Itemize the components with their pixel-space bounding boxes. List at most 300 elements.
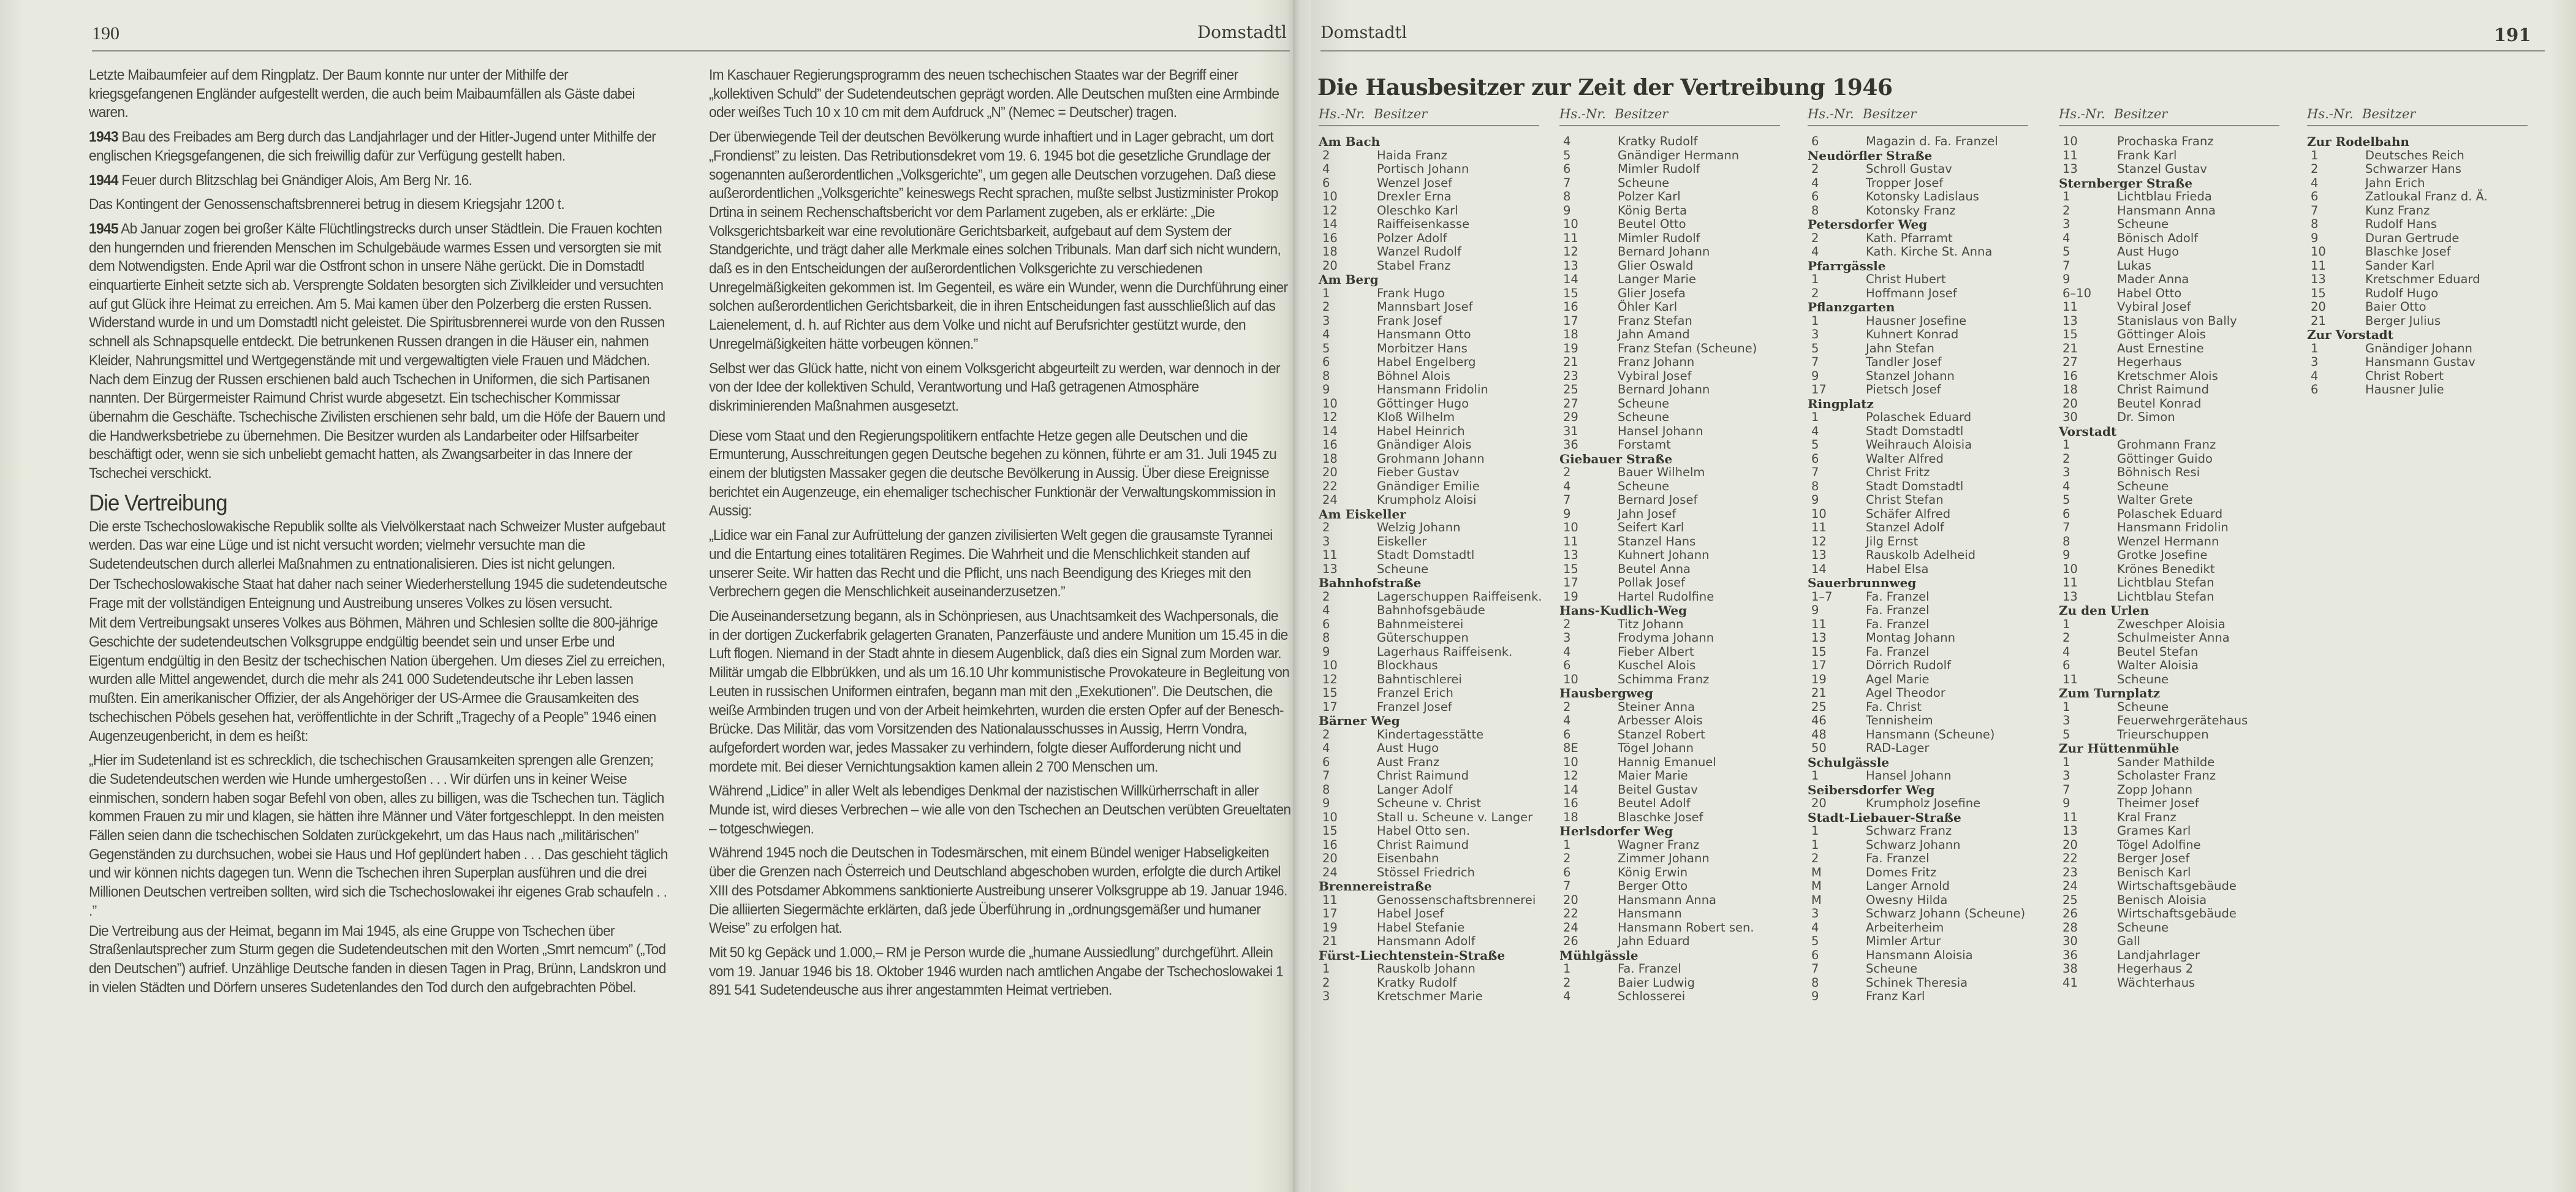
owner-name: Schlosserei — [1618, 989, 1686, 1003]
house-number: 7 — [1563, 879, 1571, 893]
owner-row — [1319, 452, 1542, 466]
house-number: 1 — [1322, 286, 1330, 300]
house-number: 25 — [1563, 382, 1578, 397]
house-number: 10 — [1322, 396, 1338, 411]
owner-row — [1319, 590, 1542, 604]
owner-row — [2059, 783, 2279, 797]
owner-row — [1808, 328, 2028, 342]
owner-row — [1808, 190, 2028, 204]
owner-name: Krumpholz Aloisi — [1377, 493, 1477, 507]
owner-name: Christ Raimund — [1377, 769, 1469, 783]
owner-name: Hansmann Fridolin — [2117, 520, 2229, 534]
owner-name: Hansmann (Scheune) — [1866, 727, 1995, 742]
year-label: 1945 — [89, 220, 118, 237]
paragraph: Das Kontingent der Genossenschaftsbrennerei betrug in diesem Kriegsjahr 1200 t. — [89, 196, 564, 213]
house-number: 6 — [1563, 727, 1571, 742]
street-heading: Am Eiskeller — [1319, 506, 1406, 522]
owner-row — [1808, 866, 2028, 880]
owner-row — [1808, 824, 2028, 838]
owner-row — [1808, 618, 2028, 632]
owner-row — [2059, 355, 2279, 370]
house-number: 1 — [1811, 824, 1819, 838]
owner-name: Polzer Adolf — [1377, 230, 1447, 245]
owner-row — [1559, 273, 1780, 287]
owner-name: RAD-Lager — [1866, 741, 1930, 755]
house-number: 46 — [1811, 713, 1827, 727]
house-number: 18 — [1563, 810, 1578, 824]
owner-name: Fieber Albert — [1618, 644, 1694, 659]
house-number: 14 — [1563, 782, 1578, 797]
owner-row — [2307, 370, 2528, 384]
street-heading: Giebauer Straße — [1559, 451, 1673, 466]
owner-row — [2059, 535, 2279, 549]
owner-name: Gall — [2117, 934, 2140, 948]
owner-name: Göttinger Alois — [2117, 327, 2206, 341]
owner-row — [1808, 604, 2028, 618]
owner-name: Schwarz Johann (Scheune) — [1866, 906, 2026, 921]
house-number: 11 — [2063, 575, 2078, 590]
house-number: 4 — [2063, 479, 2070, 493]
owner-name: Schulmeister Anna — [2117, 631, 2230, 645]
house-number: 24 — [1322, 493, 1338, 507]
owner-name: Wagner Franz — [1618, 837, 1700, 852]
owner-name: Gnändiger Emilie — [1377, 479, 1480, 493]
house-number: 7 — [2063, 520, 2070, 534]
owner-name: Franzel Josef — [1377, 699, 1452, 714]
house-number: 10 — [1563, 520, 1578, 534]
owner-name: Mannsbart Josef — [1377, 300, 1473, 314]
house-number: 38 — [2063, 962, 2078, 976]
owner-row — [2059, 645, 2279, 659]
owner-name: Stanzel Gustav — [2117, 162, 2207, 176]
quote-paragraph: „Lidice war ein Fanal zur Aufrüttelung der ganzen zivilisierten Welt gegen die grausamste Tyrannei und die Entartung eines totalitären Regimes. Die Wahrheit und die Menschlichkeit standen auf unserer Seite. Wir hatten das Recht und die Pflicht, uns nach Beendigung des Krieges mit den Verbrechern gegen die Menschlichkeit auseinanderzusetzen.” — [709, 527, 1273, 601]
house-number: 1 — [2063, 699, 2070, 714]
house-number: 2 — [1322, 975, 1330, 990]
house-number: 1 — [1811, 272, 1819, 286]
owner-row — [1808, 314, 2028, 328]
owner-name: Scheune — [1618, 479, 1670, 493]
house-number: 8E — [1563, 741, 1578, 755]
owner-name: Berger Josef — [2117, 851, 2190, 865]
owner-row — [2059, 493, 2279, 507]
house-number: 4 — [1322, 327, 1330, 341]
owner-row — [1319, 894, 1542, 908]
owner-name: Walter Grete — [2117, 493, 2193, 507]
owner-name: Hannig Emanuel — [1618, 754, 1716, 769]
house-number: 24 — [2063, 879, 2078, 893]
owner-name: Habel Elsa — [1866, 561, 1929, 576]
house-number: 11 — [1811, 520, 1827, 534]
owner-name: Franz Karl — [1866, 989, 1925, 1003]
owner-row — [1808, 742, 2028, 756]
house-number: 15 — [2063, 327, 2078, 341]
owner-name: Vybiral Josef — [1618, 368, 1692, 383]
house-number: 2 — [1811, 230, 1819, 245]
owner-row — [2059, 866, 2279, 880]
owner-name: Polaschek Eduard — [1866, 410, 1972, 424]
owner-row — [1559, 328, 1780, 342]
owner-row — [1559, 425, 1780, 439]
house-number: 21 — [1322, 934, 1338, 948]
owner-name: Schäfer Alfred — [1866, 506, 1951, 521]
owner-name: Rudolf Hans — [2365, 217, 2437, 231]
house-number: 41 — [2063, 975, 2078, 990]
street-heading: Am Berg — [1319, 272, 1379, 287]
house-number: 15 — [1322, 824, 1338, 838]
owner-row — [1319, 742, 1542, 756]
house-number: 16 — [1322, 837, 1338, 852]
house-number: 9 — [1811, 989, 1819, 1003]
owner-row — [2059, 480, 2279, 494]
owner-row — [1808, 990, 2028, 1004]
owner-row — [2059, 563, 2279, 577]
owner-row — [1559, 355, 1780, 370]
owner-name: Owesny Hilda — [1866, 892, 1948, 907]
owner-row — [2059, 438, 2279, 452]
house-number: 24 — [1322, 865, 1338, 879]
owner-row — [1808, 645, 2028, 659]
owner-row — [2307, 287, 2528, 301]
house-number: 1 — [1811, 769, 1819, 783]
owner-name: Walter Alfred — [1866, 451, 1944, 466]
owner-row — [2059, 962, 2279, 976]
house-number: 6 — [1563, 658, 1571, 672]
owner-row — [1808, 535, 2028, 549]
owner-name: Schwarzer Hans — [2365, 162, 2461, 176]
owner-row — [2307, 218, 2528, 232]
house-number: M — [1811, 865, 1822, 879]
owner-row — [1559, 397, 1780, 411]
house-number: 4 — [1563, 644, 1571, 659]
owner-row — [1559, 259, 1780, 273]
owner-name: Grames Karl — [2117, 824, 2191, 838]
house-number: 22 — [1322, 479, 1338, 493]
owner-name: Stabel Franz — [1377, 258, 1451, 273]
owner-row — [1808, 949, 2028, 963]
owner-name: Welzig Johann — [1377, 520, 1461, 534]
owner-row — [1808, 466, 2028, 480]
owner-name: Fa. Christ — [1866, 699, 1922, 714]
running-head-right: Domstadtl — [1320, 23, 1407, 42]
owner-row — [1808, 686, 2028, 700]
owner-name: Bahnhofsgebäude — [1377, 603, 1485, 617]
owner-name: Portisch Johann — [1377, 162, 1469, 176]
owner-row — [1808, 852, 2028, 866]
owner-name: Blockhaus — [1377, 658, 1438, 672]
owner-row — [1319, 563, 1542, 577]
owner-name: Deutsches Reich — [2365, 148, 2464, 162]
house-number: 18 — [1322, 245, 1338, 259]
house-number: 6 — [2063, 506, 2070, 521]
owner-name: Baier Ludwig — [1618, 975, 1695, 990]
street-heading: Neudörfler Straße — [1808, 148, 1933, 163]
house-number: 11 — [2063, 810, 2078, 824]
owner-name: Glier Josefa — [1618, 286, 1686, 300]
house-number: 21 — [2311, 313, 2326, 328]
owner-name: Bernard Johann — [1618, 382, 1710, 397]
owner-name: Beitel Gustav — [1618, 782, 1698, 797]
owner-row — [1808, 673, 2028, 687]
owner-name: Pollak Josef — [1618, 575, 1685, 590]
owner-name: Scheune — [2117, 217, 2169, 231]
owner-name: Zimmer Johann — [1618, 851, 1710, 865]
owner-row — [1559, 673, 1780, 687]
owner-row — [1559, 756, 1780, 770]
owner-name: Stössel Friedrich — [1377, 865, 1476, 879]
paragraph: Selbst wer das Glück hatte, nicht von einem Volksgericht abgeurteilt zu werden, war dennoch in der von der Idee der kollektiven Schuld, Verantwortung und Haß getragenen Atmosphäre diskriminierenden Maßnahmen ausgesetzt. — [709, 360, 1280, 414]
owner-name: Benisch Karl — [2117, 865, 2191, 879]
owner-row — [2059, 135, 2279, 149]
owner-row — [1559, 811, 1780, 825]
house-number: 4 — [1811, 245, 1819, 259]
owner-name: Habel Otto — [2117, 286, 2182, 300]
owner-name: Aust Franz — [1377, 754, 1440, 769]
house-number: 2 — [1322, 148, 1330, 162]
owner-name: Forstamt — [1618, 438, 1671, 452]
owner-row — [1808, 425, 2028, 439]
house-number: 6 — [1811, 451, 1819, 466]
owner-name: Wenzel Hermann — [2117, 534, 2219, 549]
owner-name: Tropper Josef — [1866, 175, 1944, 190]
owner-name: Stadt Domstadtl — [1377, 548, 1475, 562]
owner-row — [1559, 370, 1780, 384]
house-number: 9 — [1563, 203, 1571, 218]
owner-name: Aust Ernestine — [2117, 341, 2204, 355]
owner-row — [1319, 287, 1542, 301]
owner-name: Fa. Franzel — [1866, 589, 1930, 604]
owner-name: Hartel Rudolfine — [1618, 589, 1714, 604]
owner-row — [1808, 590, 2028, 604]
owner-name: Duran Gertrude — [2365, 230, 2460, 245]
owner-name: Titz Johann — [1618, 617, 1684, 631]
owner-name: Jilg Ernst — [1866, 534, 1919, 549]
owner-row — [2059, 935, 2279, 949]
owner-row — [1319, 756, 1542, 770]
owner-name: Bernard Johann — [1618, 245, 1710, 259]
street-heading: Pflanzgarten — [1808, 300, 1895, 314]
paragraph: Mit 50 kg Gepäck und 1.000,– RM je Person wurde die „humane Aussiedlung” durchgeführt. Allein vom 19. Januar 1946 bis 18. Oktober 1946 wurden nach amtlichen Angabe der Tschechoslowakei 1 891 541 Sudetendeusche aus ihrer angestammten Heimat vertrieben. — [709, 944, 1284, 999]
house-number: 18 — [2063, 382, 2078, 397]
house-number: 13 — [2063, 589, 2078, 604]
owner-name: Feuerwehrgerätehaus — [2117, 713, 2248, 727]
paragraph: Die erste Tschechoslowakische Republik sollte als Vielvölkerstaat nach Schweizer Muster aufgebaut werden. Das war eine Lüge und ist nicht versucht worden; vielmehr versuchte man die Sudetendeutschen durch allerlei Maßnahmen zu entnationalisieren. Dies ist nicht gelungen. — [89, 518, 665, 573]
house-number: 2 — [1322, 589, 1330, 604]
house-number: 10 — [1811, 506, 1827, 521]
owner-name: Beutel Otto — [1618, 217, 1686, 231]
owner-name: Dörrich Rudolf — [1866, 658, 1951, 672]
owner-row — [2307, 177, 2528, 191]
house-number: 23 — [1563, 368, 1578, 383]
house-number: 4 — [2063, 644, 2070, 659]
street-heading: Bahnhofstraße — [1319, 575, 1422, 590]
owner-name: Böhnisch Resi — [2117, 465, 2200, 479]
owner-name: Zatloukal Franz d. Ä. — [2365, 189, 2488, 203]
owner-name: Weihrauch Aloisia — [1866, 438, 1972, 452]
owner-row — [1559, 314, 1780, 328]
owner-name: Fa. Franzel — [1866, 603, 1930, 617]
owner-column-3 — [1808, 107, 2028, 1004]
house-number: 3 — [1322, 313, 1330, 328]
house-number: 15 — [1322, 686, 1338, 700]
house-number: 13 — [2063, 162, 2078, 176]
paragraph: Während „Lidice” in aller Welt als lebendiges Denkmal der nazistischen Willkürherrschaft in aller Munde ist, wird dieses Verbrechen – wie alle von den Tschechen an Deutschen verübten Greueltaten – totgeschwiegen. — [709, 783, 1291, 837]
house-number: 11 — [1322, 548, 1338, 562]
owner-name: Lagerhaus Raiffeisenk. — [1377, 644, 1513, 659]
book-gutter — [1293, 0, 1311, 1192]
house-number: 3 — [2063, 465, 2070, 479]
owner-row — [1319, 245, 1542, 259]
owner-name: Wächterhaus — [2117, 975, 2195, 990]
house-number: 3 — [1322, 534, 1330, 549]
owner-row — [2307, 232, 2528, 246]
owner-name: Kotonsky Ladislaus — [1866, 189, 1979, 203]
owner-name: Grohmann Johann — [1377, 451, 1485, 466]
owner-name: Bahntischlerei — [1377, 672, 1462, 686]
owner-row — [1559, 590, 1780, 604]
owner-name: Scheune — [1618, 396, 1670, 411]
page-number-right: 191 — [2494, 25, 2531, 45]
owner-name: Kath. Kirche St. Anna — [1866, 245, 1993, 259]
column-header: Hs.-Nr. Besitzer — [1559, 107, 1780, 126]
owner-name: Kral Franz — [2117, 810, 2176, 824]
house-number: 1 — [2063, 754, 2070, 769]
owner-name: Hansmann Fridolin — [1377, 382, 1488, 397]
owner-name: Frank Josef — [1377, 313, 1442, 328]
owner-row — [2059, 287, 2279, 301]
owner-row — [1808, 549, 2028, 563]
owner-row — [2059, 383, 2279, 397]
owner-row — [1808, 162, 2028, 177]
owner-row — [1808, 273, 2028, 287]
owner-list — [1808, 135, 2028, 1004]
owner-row — [1559, 521, 1780, 535]
owner-row — [1319, 342, 1542, 356]
owner-row — [1319, 493, 1542, 507]
owner-row — [1808, 480, 2028, 494]
house-number: 15 — [1563, 561, 1578, 576]
owner-name: Stadt Domstadtl — [1866, 479, 1964, 493]
owner-row — [2307, 259, 2528, 273]
owner-row — [1808, 962, 2028, 976]
house-number: 13 — [1563, 258, 1578, 273]
owner-name: Fa. Franzel — [1866, 617, 1930, 631]
owner-name: Seifert Karl — [1618, 520, 1684, 534]
owner-row — [2059, 700, 2279, 715]
owner-name: Magazin d. Fa. Franzel — [1866, 134, 1998, 148]
owner-name: Hoffmann Josef — [1866, 286, 1957, 300]
owner-row — [1559, 218, 1780, 232]
owner-name: Hansmann Robert sen. — [1618, 920, 1754, 935]
house-number: 10 — [1322, 810, 1338, 824]
owner-row — [1319, 783, 1542, 797]
street-heading: Zur Rodelbahn — [2307, 134, 2409, 149]
owner-row — [2307, 314, 2528, 328]
owner-name: Christ Raimund — [1377, 837, 1469, 852]
running-head-left: Domstadtl — [1197, 22, 1287, 42]
owner-row — [1559, 618, 1780, 632]
house-number: 8 — [2311, 217, 2319, 231]
owner-row — [1319, 838, 1542, 852]
owner-row — [2059, 838, 2279, 852]
house-number: 5 — [2063, 727, 2070, 742]
house-number: 12 — [1322, 410, 1338, 424]
house-number: 26 — [1563, 934, 1578, 948]
owner-row — [2307, 300, 2528, 314]
street-heading: Seibersdorfer Weg — [1808, 782, 1935, 797]
house-number: 17 — [1811, 382, 1827, 397]
list-title: Die Hausbesitzer zur Zeit der Vertreibung 1946 — [1317, 75, 1893, 101]
owner-row — [1559, 714, 1780, 728]
owner-name: Prochaska Franz — [2117, 134, 2214, 148]
owner-name: Bahnmeisterei — [1377, 617, 1464, 631]
owner-name: Lagerschuppen Raiffeisenk. — [1377, 589, 1542, 604]
street-heading: Brennereistraße — [1319, 879, 1432, 894]
owner-row — [1559, 935, 1780, 949]
owner-row — [2059, 894, 2279, 908]
house-number: 13 — [2063, 824, 2078, 838]
owner-row — [1319, 673, 1542, 687]
house-number: 4 — [1322, 162, 1330, 176]
owner-name: Beutel Stefan — [2117, 644, 2199, 659]
owner-name: Hansmann Otto — [1377, 327, 1471, 341]
house-number: 11 — [1811, 617, 1827, 631]
owner-row — [1559, 549, 1780, 563]
owner-name: Hegerhaus — [2117, 355, 2182, 369]
owner-name: Fa. Franzel — [1618, 962, 1681, 976]
house-number: 4 — [1563, 989, 1571, 1003]
owner-row — [1319, 218, 1542, 232]
house-number: 4 — [1322, 741, 1330, 755]
house-number: 2 — [1811, 162, 1819, 176]
owner-row — [2059, 852, 2279, 866]
owner-name: Berger Otto — [1618, 879, 1688, 893]
owner-name: Aust Hugo — [2117, 245, 2180, 259]
owner-name: Frank Hugo — [1377, 286, 1445, 300]
owner-row — [2059, 218, 2279, 232]
column-header: Hs.-Nr. Besitzer — [1319, 107, 1539, 126]
owner-name: Öhler Karl — [1618, 300, 1678, 314]
house-number: 17 — [1811, 658, 1827, 672]
house-number: M — [1811, 879, 1822, 893]
owner-row — [2059, 521, 2279, 535]
house-number: 2 — [1563, 617, 1571, 631]
owner-row — [1319, 976, 1542, 990]
house-number: 3 — [2311, 355, 2319, 369]
year-label: 1944 — [89, 172, 118, 189]
owner-name: Tennisheim — [1866, 713, 1933, 727]
owner-row — [1808, 879, 2028, 894]
house-number: 8 — [1322, 368, 1330, 383]
paragraph-1945: 1945 Ab Januar zogen bei großer Kälte Flüchtlingstrecks durch unser Städtlein. Die Frauen kochten den hungernden und frierenden Menschen im Schulgebäude warmes Essen und versorgten sie mit dem Notwendigsten. Ende April war die Ostfront schon in unsere Nähe gerückt. Die in Domstadtl einquartierte Einheit setzte sich ab. Versprengte Soldaten besorgten sich Zivilkleider und versuchten auf gut Glück ihre Heimat zu erreichen. Am 5. Mai kamen über den Polzerberg die ersten Russen. Widerstand wurde in und um Domstadtl nicht geleistet. Die Spiritusbrennerei wurde von den Russen schnell als Schnapsquelle entdeckt. Die betrunkenen Russen drangen in die Häuser ein, nahmen Kleider, Nahrungsmittel und Wertgegenstände mit und vergewaltigten viele Frauen und Mädchen. Nach dem Einzug der Russen erschienen bald auch Tschechen in Uniformen, die sich Partisanen nannten. Der Bürgermeister Raimund Christ wurde abgesetzt. Ein tschechischer Kommissar übernahm die Geschäfte. Tschechische Zivilisten erschienen sehr bald, um die Höfe der Bauern und die Handwerksbetriebe zu übernehmen. Die Besitzer wurden als Landarbeiter oder Hilfsarbeiter beschäftigt oder, wenn sie sich unbeliebt gemacht hatten, als Zwangsarbeiter in das Innere der Tschechei verschickt. — [89, 220, 665, 482]
owner-name: Christ Hubert — [1866, 272, 1946, 286]
owner-name: Franz Stefan — [1618, 313, 1692, 328]
owner-name: Krumpholz Josefine — [1866, 796, 1981, 810]
owner-name: Scheune — [1866, 962, 1918, 976]
owner-name: Böhnel Alois — [1377, 368, 1450, 383]
owner-name: Scheune — [1377, 561, 1429, 576]
house-number: 13 — [2311, 272, 2326, 286]
owner-row — [1319, 438, 1542, 452]
owner-row — [1559, 466, 1780, 480]
house-number: 23 — [2063, 865, 2078, 879]
owner-row — [1808, 493, 2028, 507]
owner-column-1 — [1319, 107, 1542, 1004]
house-number: 2 — [1563, 851, 1571, 865]
house-number: 3 — [1811, 327, 1819, 341]
owner-row — [1559, 576, 1780, 590]
owner-row — [1319, 645, 1542, 659]
owner-name: Arbesser Alois — [1618, 713, 1703, 727]
